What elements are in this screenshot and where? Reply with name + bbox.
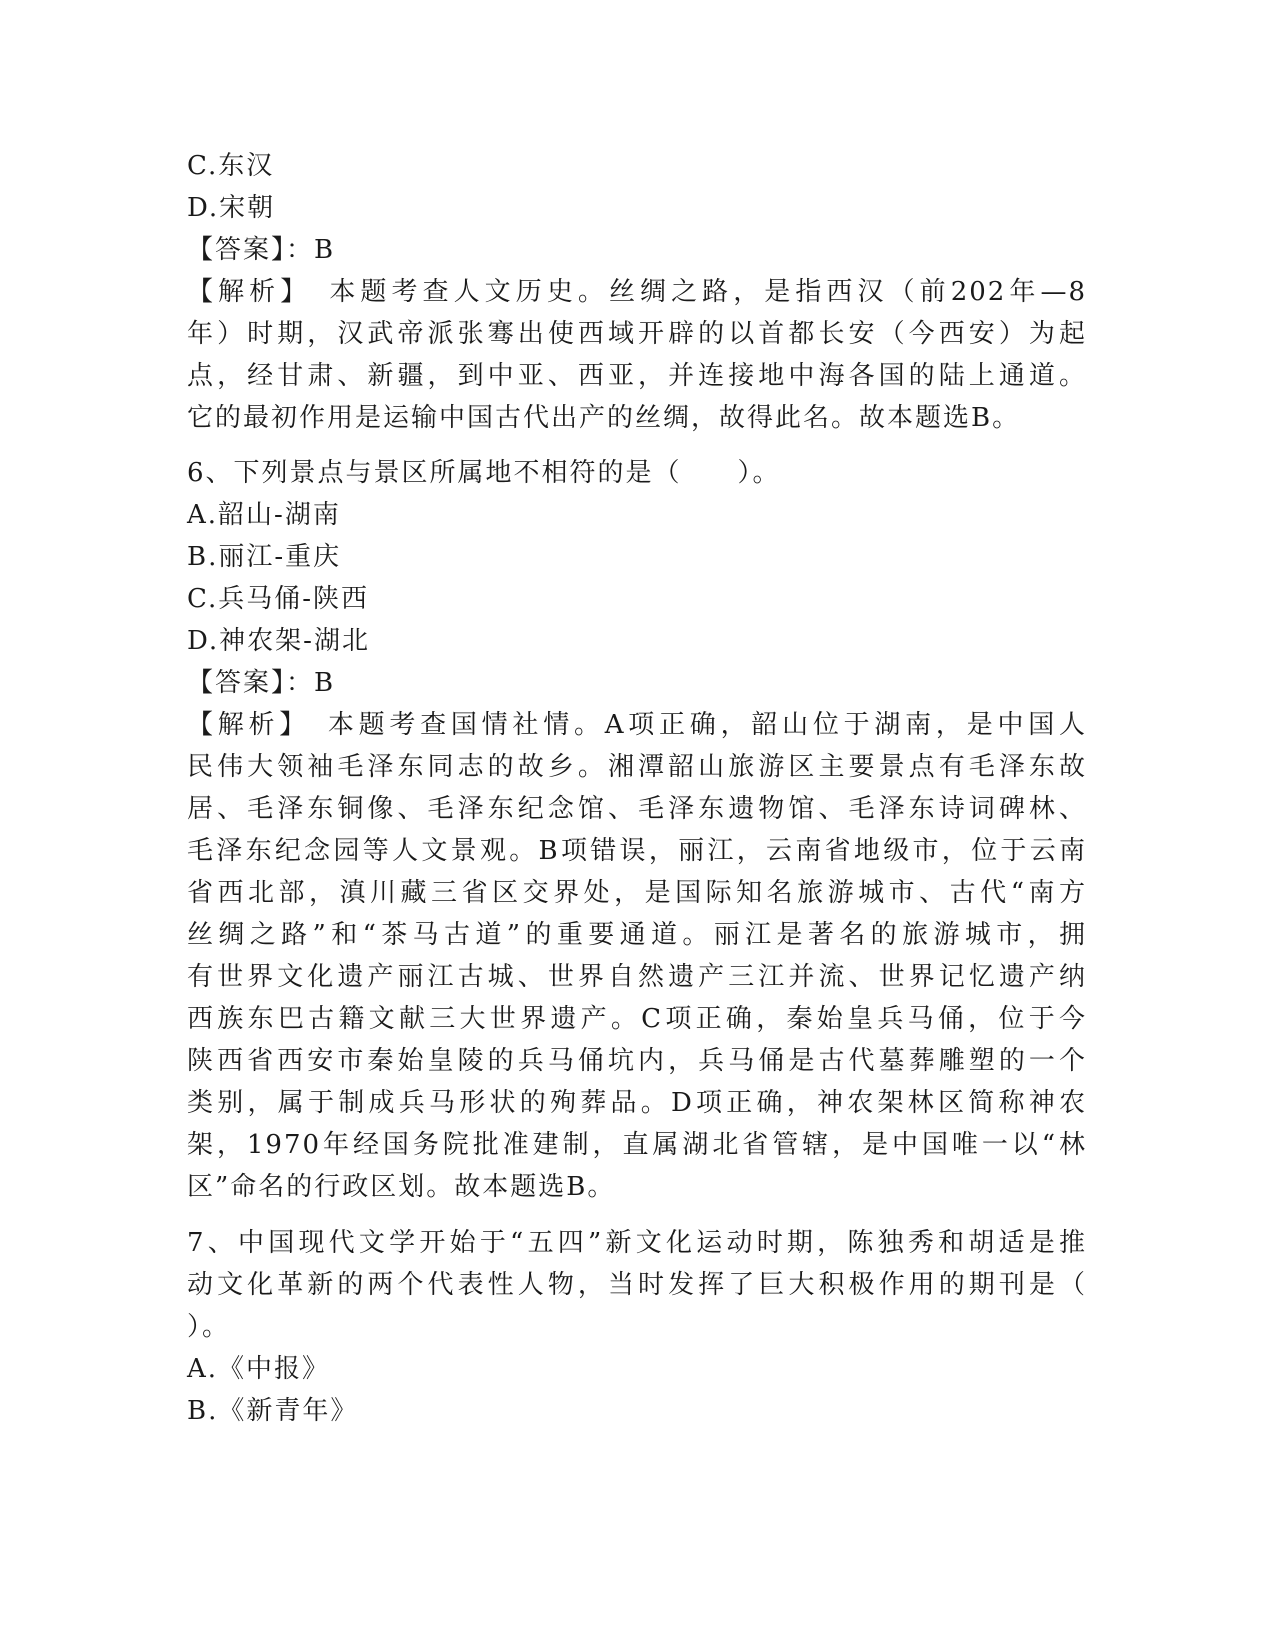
q7-option-a: A.《中报》 [187, 1354, 331, 1384]
q5-analysis-line: 【解析】 本题考查人文历史。丝绸之路，是指西汉（前202年—8 [187, 277, 1087, 307]
q6-question: 6、下列景点与景区所属地不相符的是（ ）。 [187, 458, 781, 488]
q5-analysis-line: 它的最初作用是运输中国古代出产的丝绸，故得此名。故本题选B。 [187, 403, 1021, 433]
q5-option-c: C.东汉 [187, 151, 275, 181]
q6-analysis-line: 民伟大领袖毛泽东同志的故乡。湘潭韶山旅游区主要景点有毛泽东故 [187, 752, 1087, 782]
q6-analysis-line: 毛泽东纪念园等人文景观。B项错误，丽江，云南省地级市，位于云南 [187, 836, 1087, 866]
q5-answer: 【答案】：B [187, 235, 336, 265]
q6-analysis-line: 陕西省西安市秦始皇陵的兵马俑坑内，兵马俑是古代墓葬雕塑的一个 [187, 1046, 1087, 1076]
q6-analysis-line: 西族东巴古籍文献三大世界遗产。C项正确，秦始皇兵马俑，位于今 [187, 1004, 1087, 1034]
q6-analysis-line: 丝绸之路”和“茶马古道”的重要通道。丽江是著名的旅游城市，拥 [187, 920, 1087, 950]
q6-option-d: D.神农架-湖北 [187, 626, 370, 656]
q5-analysis-line: 年）时期，汉武帝派张骞出使西域开辟的以首都长安（今西安）为起 [187, 319, 1087, 349]
q6-analysis-line: 居、毛泽东铜像、毛泽东纪念馆、毛泽东遗物馆、毛泽东诗词碑林、 [187, 794, 1087, 824]
q7-question-line: 动文化革新的两个代表性人物，当时发挥了巨大积极作用的期刊是（ [187, 1270, 1087, 1300]
q6-analysis-line: 类别，属于制成兵马形状的殉葬品。D项正确，神农架林区简称神农 [187, 1088, 1087, 1118]
q6-answer: 【答案】：B [187, 668, 336, 698]
q7-question-line: 7、中国现代文学开始于“五四”新文化运动时期，陈独秀和胡适是推 [187, 1228, 1087, 1258]
q6-option-a: A.韶山-湖南 [187, 500, 341, 530]
q5-analysis-line: 点，经甘肃、新疆，到中亚、西亚，并连接地中海各国的陆上通道。 [187, 361, 1087, 391]
q6-analysis-line: 【解析】 本题考查国情社情。A项正确，韶山位于湖南，是中国人 [187, 710, 1087, 740]
q6-analysis-line: 架，1970年经国务院批准建制，直属湖北省管辖，是中国唯一以“林 [187, 1130, 1087, 1160]
q6-analysis-line: 有世界文化遗产丽江古城、世界自然遗产三江并流、世界记忆遗产纳 [187, 962, 1087, 992]
q6-option-c: C.兵马俑-陕西 [187, 584, 370, 614]
q6-analysis-line: 省西北部，滇川藏三省区交界处，是国际知名旅游城市、古代“南方 [187, 878, 1087, 908]
q7-option-b: B.《新青年》 [187, 1396, 359, 1426]
q6-analysis-line: 区”命名的行政区划。故本题选B。 [187, 1172, 616, 1202]
q5-option-d: D.宋朝 [187, 193, 276, 223]
q6-option-b: B.丽江-重庆 [187, 542, 342, 572]
q7-question-line: ）。 [187, 1312, 231, 1342]
document-page [187, 145, 1087, 1432]
